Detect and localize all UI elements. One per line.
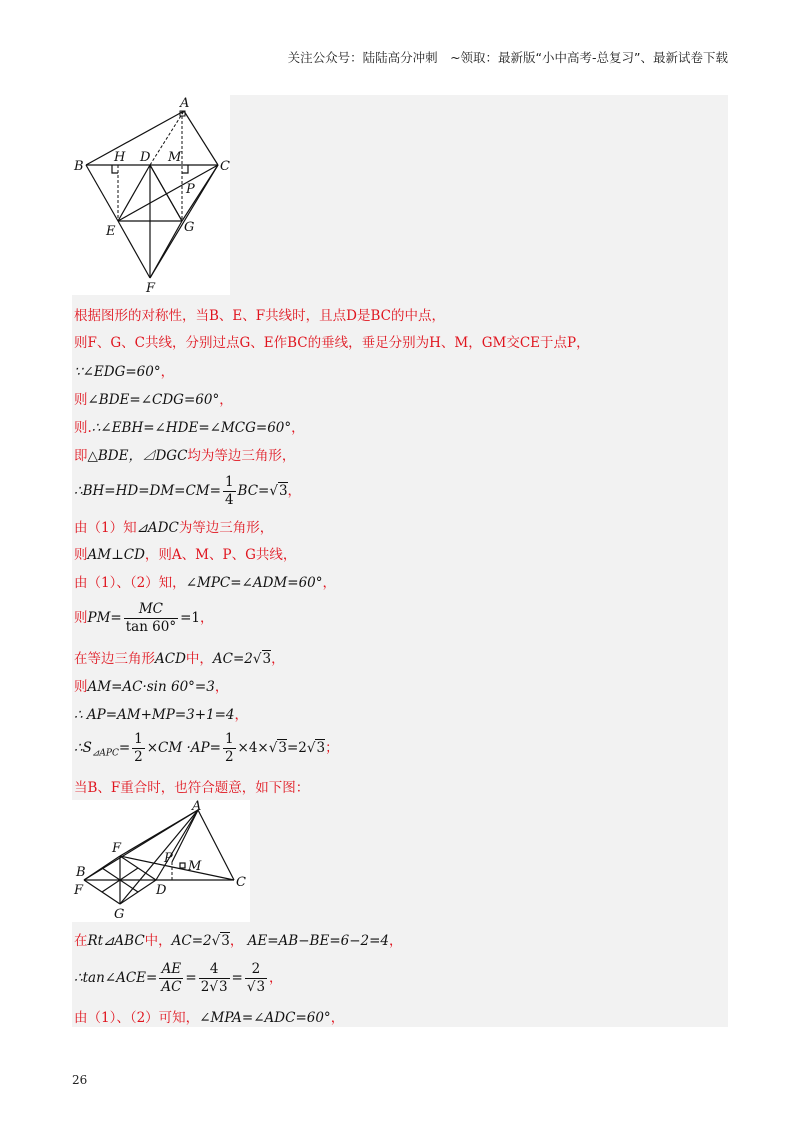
figure-2 bbox=[72, 800, 250, 922]
label-M: M bbox=[188, 859, 202, 874]
label-B: B bbox=[74, 159, 84, 174]
label-D: D bbox=[156, 883, 167, 898]
page-header: 关注公众号：陆陆高分冲刺 ~领取：最新版“小中高考-总复习”、最新试卷下载 bbox=[287, 50, 728, 65]
figure-1 bbox=[72, 95, 230, 295]
label-M: M bbox=[168, 150, 182, 165]
page-number: 26 bbox=[72, 1073, 88, 1087]
label-G: G bbox=[184, 220, 195, 235]
solution-line-1: 根据图形的对称性，当B、E、F共线时，且点D是BC的中点， bbox=[74, 308, 445, 324]
label-A: A bbox=[192, 800, 202, 814]
solution-line-3: ∵∠EDG=60°， bbox=[74, 364, 175, 380]
solution-line-17: 在Rt⊿ABC中，AC=2√3， AE=AB−BE=6−2=4， bbox=[74, 933, 403, 949]
solution-line-5: 则.∴∠EBH=∠HDE=∠MCG=60°， bbox=[74, 420, 305, 436]
label-H: H bbox=[114, 150, 126, 165]
solution-line-12: 在等边三角形ACD中，AC=2√3， bbox=[74, 651, 285, 667]
solution-line-13: 则AM=AC·sin 60°=3， bbox=[74, 679, 229, 695]
solution-line-6: 即△BDE，⊿DGC均为等边三角形， bbox=[74, 448, 296, 464]
label-B: B bbox=[76, 865, 86, 880]
label-P: P bbox=[186, 182, 195, 197]
solution-line-11: 则PM= $\frac{MC}{\tan 60^\circ}$ =1， bbox=[74, 601, 214, 635]
label-F: F bbox=[146, 281, 156, 295]
solution-line-7: ∴BH=HD=DM=CM= $\frac{1}{4}$ BC=√3， bbox=[74, 474, 302, 508]
label-F-left: F bbox=[74, 883, 84, 898]
label-C: C bbox=[220, 159, 230, 174]
solution-line-2: 则F、G、C共线，分别过点G、E作BC的垂线，垂足分别为H、M，GM交CE于点P， bbox=[74, 335, 590, 351]
label-G: G bbox=[114, 907, 125, 922]
label-D: D bbox=[140, 150, 151, 165]
label-P: P bbox=[164, 851, 173, 866]
label-E: E bbox=[106, 224, 116, 239]
label-C: C bbox=[236, 875, 246, 890]
label-F-top: F bbox=[112, 841, 122, 856]
solution-line-4: 则∠BDE=∠CDG=60°， bbox=[74, 392, 233, 408]
solution-line-9: 则AM⊥CD，则A、M、P、G共线， bbox=[74, 547, 297, 563]
solution-line-16: 当B、F重合时，也符合题意，如下图： bbox=[74, 780, 310, 796]
solution-line-14: ∴ AP=AM+MP=3+1=4， bbox=[74, 707, 249, 723]
solution-line-19: 由（1）、（2）可知，∠MPA=∠ADC=60°， bbox=[74, 1010, 345, 1026]
solution-line-10: 由（1）、（2）知，∠MPC=∠ADM=60°， bbox=[74, 575, 336, 591]
solution-line-8: 由（1）知⊿ADC为等边三角形， bbox=[74, 520, 274, 536]
solution-line-18: ∴tan∠ACE= $\frac{AE}{AC}$ = $\frac{4}{2√3}$ = $\frac{2}{√3}$ ， bbox=[74, 961, 283, 995]
label-A: A bbox=[180, 96, 190, 111]
solution-line-15: $\therefore S_{⊿APC}=$ $\frac{1}{2}$ ×CM ·AP= $\frac{1}{2}$ ×4×√3=2√3； bbox=[74, 731, 339, 765]
